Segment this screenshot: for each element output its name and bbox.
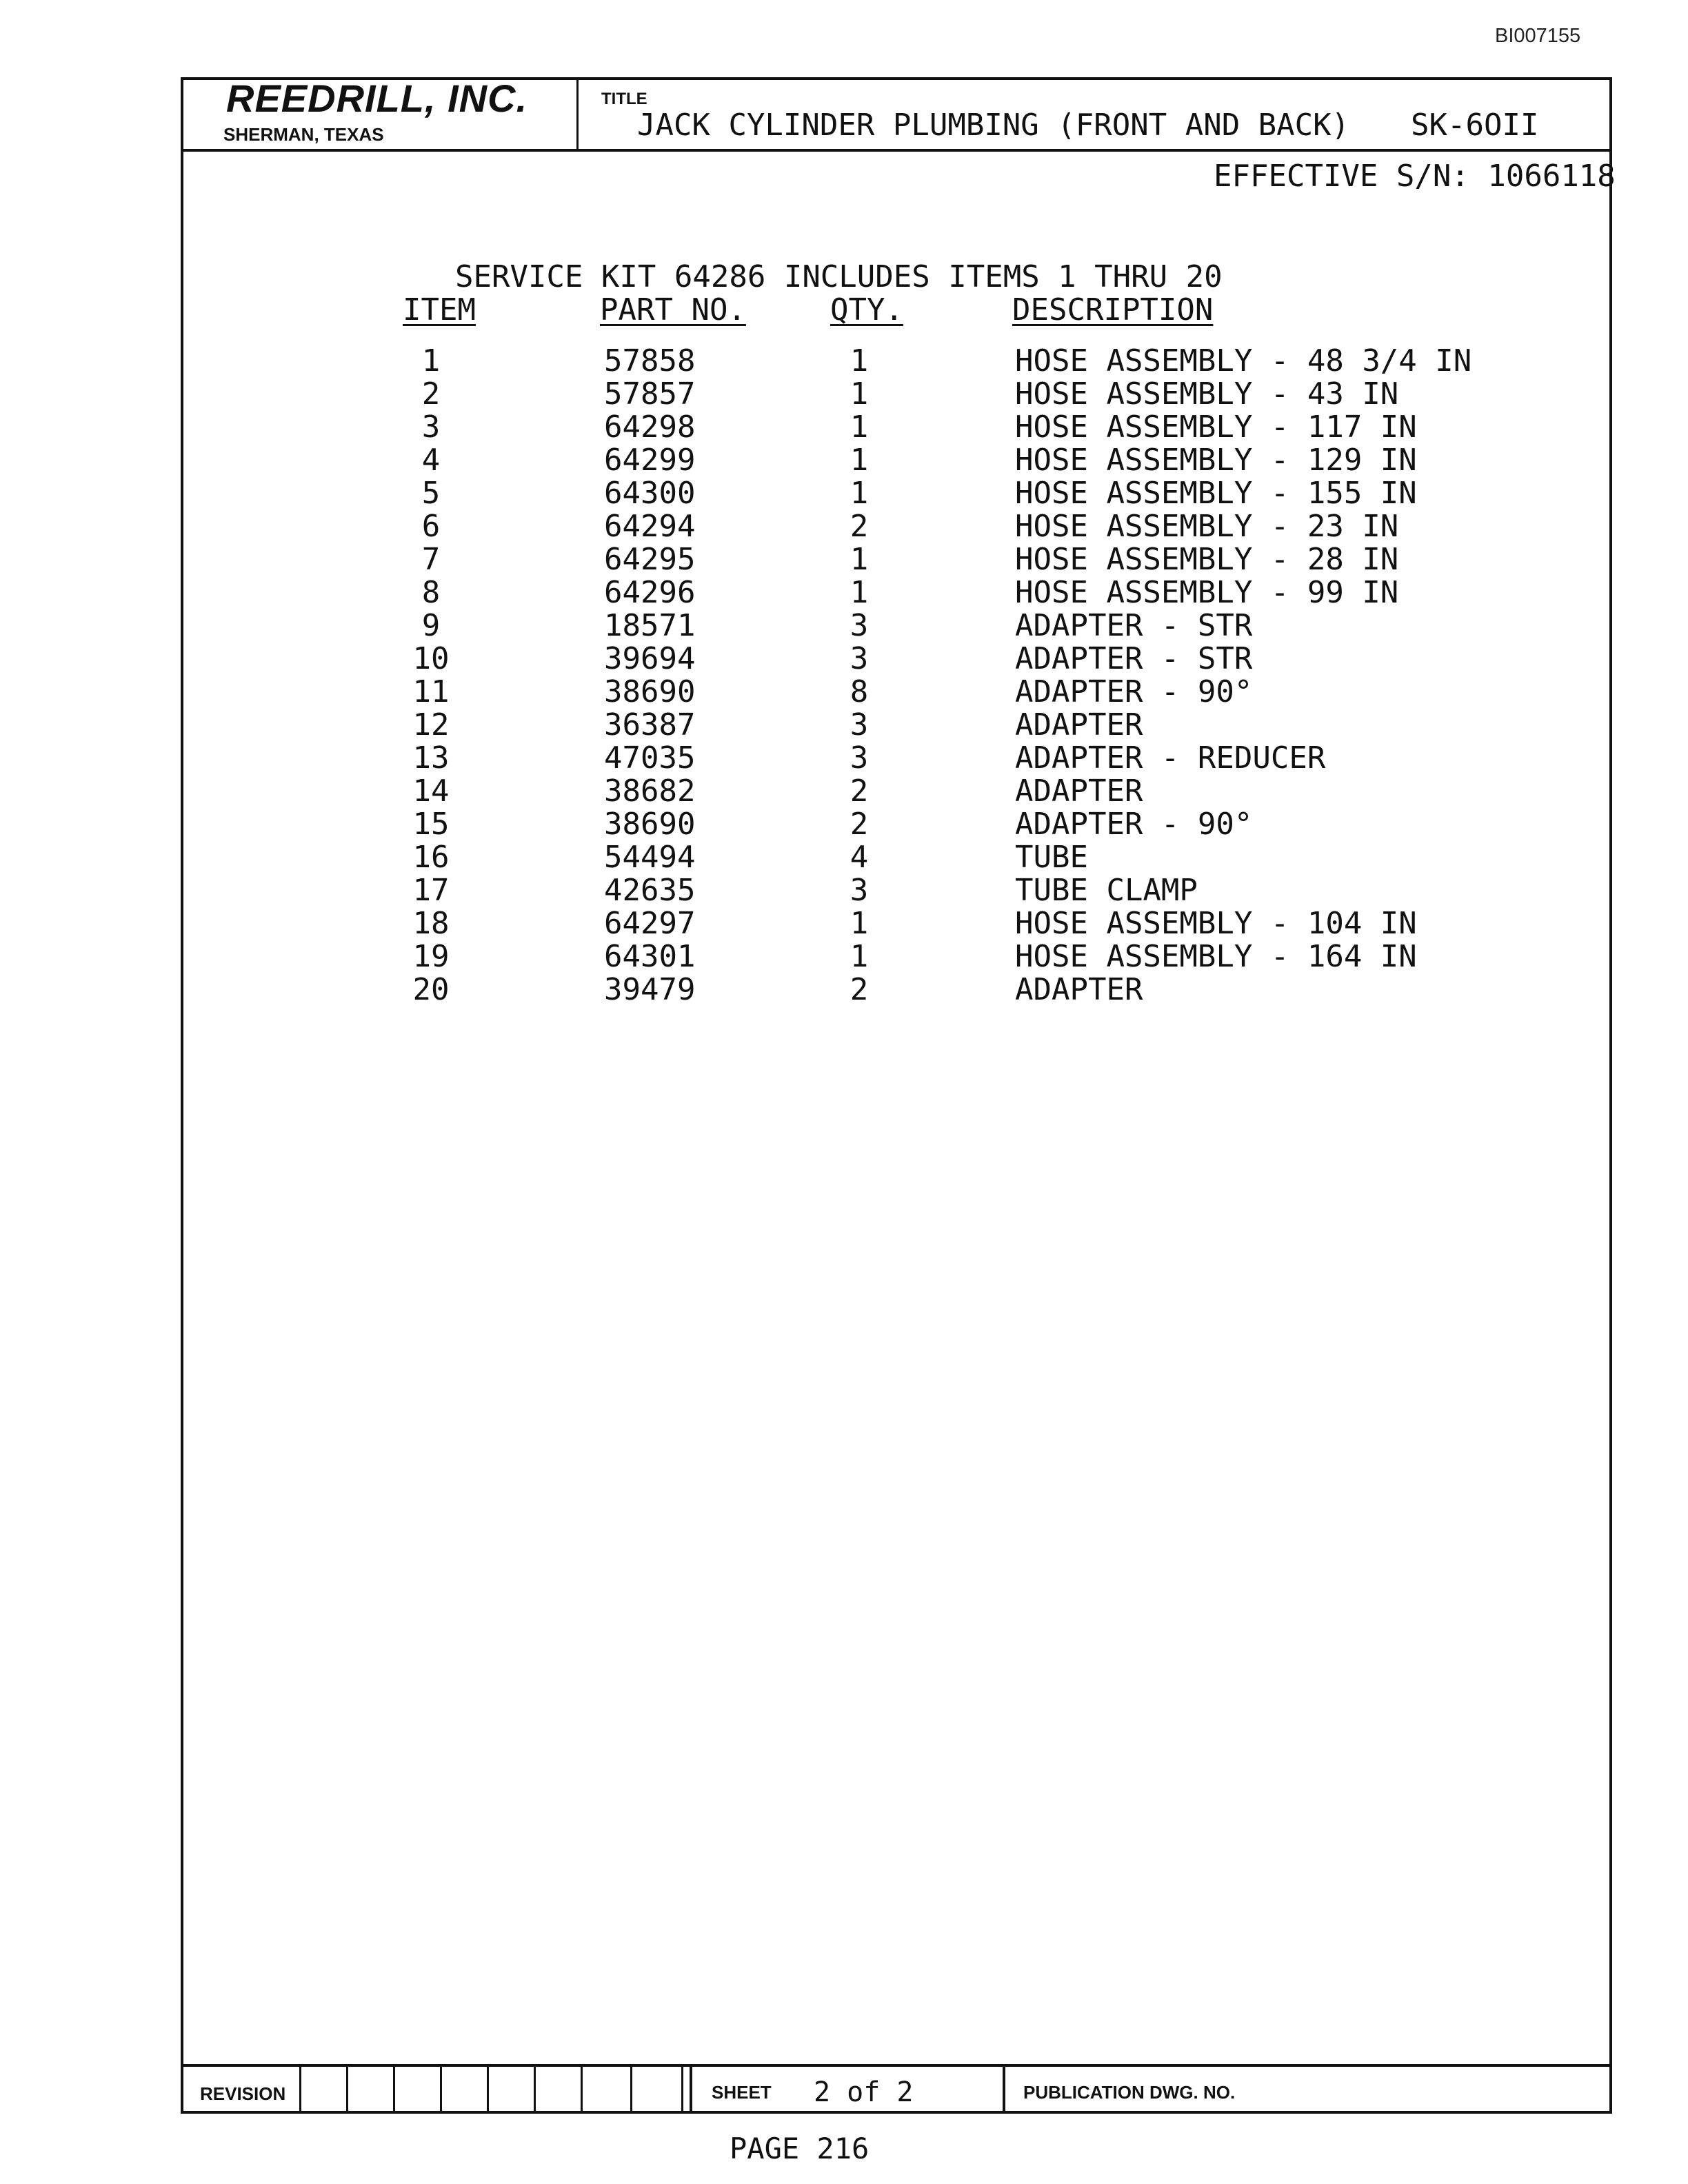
description: HOSE ASSEMBLY - 117 IN (1015, 410, 1417, 445)
document-id: BI007155 (1495, 25, 1581, 47)
description: ADAPTER - STR (1015, 641, 1253, 676)
quantity: 4 (850, 840, 869, 875)
header-rule (181, 149, 1612, 152)
quantity: 2 (850, 972, 869, 1007)
revision-cell-divider (487, 2067, 489, 2114)
part-number: 38682 (604, 774, 696, 809)
part-number: 47035 (604, 740, 696, 776)
quantity: 3 (850, 707, 869, 742)
document-title: JACK CYLINDER PLUMBING (FRONT AND BACK) (637, 108, 1350, 143)
quantity: 1 (850, 443, 869, 478)
quantity: 2 (850, 774, 869, 809)
item-number: 13 (412, 740, 450, 776)
part-number: 54494 (604, 840, 696, 875)
quantity: 8 (850, 674, 869, 709)
description: HOSE ASSEMBLY - 43 IN (1015, 376, 1399, 412)
column-header-description: DESCRIPTION (1012, 292, 1214, 327)
column-header-item: ITEM (403, 292, 476, 327)
quantity: 2 (850, 509, 869, 544)
item-number: 8 (421, 575, 441, 610)
description: ADAPTER - REDUCER (1015, 740, 1326, 776)
description: ADAPTER (1015, 972, 1143, 1007)
item-number: 6 (421, 509, 441, 544)
quantity: 1 (850, 343, 869, 378)
quantity: 1 (850, 542, 869, 577)
description: HOSE ASSEMBLY - 164 IN (1015, 939, 1417, 974)
part-number: 36387 (604, 707, 696, 742)
publication-dwg-label: PUBLICATION DWG. NO. (1023, 2082, 1236, 2103)
item-number: 11 (412, 674, 450, 709)
part-number: 64295 (604, 542, 696, 577)
company-location: SHERMAN, TEXAS (223, 124, 384, 145)
item-number: 1 (421, 343, 441, 378)
part-number: 39694 (604, 641, 696, 676)
part-number: 64294 (604, 509, 696, 544)
revision-cell-divider (581, 2067, 583, 2114)
description: ADAPTER - 90° (1015, 674, 1253, 709)
item-number: 7 (421, 542, 441, 577)
quantity: 3 (850, 873, 869, 908)
part-number: 38690 (604, 807, 696, 842)
sheet-label: SHEET (712, 2082, 772, 2103)
sheet-divider (690, 2067, 692, 2114)
part-number: 64297 (604, 906, 696, 941)
company-name: REEDRILL, INC. (226, 77, 528, 120)
quantity: 1 (850, 376, 869, 412)
part-number: 42635 (604, 873, 696, 908)
part-number: 64299 (604, 443, 696, 478)
quantity: 1 (850, 906, 869, 941)
page-number: PAGE 216 (730, 2132, 870, 2165)
item-number: 2 (421, 376, 441, 412)
revision-cell-divider (534, 2067, 536, 2114)
revision-divider (299, 2067, 301, 2114)
description: ADAPTER (1015, 774, 1143, 809)
quantity: 1 (850, 575, 869, 610)
part-number: 64298 (604, 410, 696, 445)
item-number: 4 (421, 443, 441, 478)
effective-serial-number: EFFECTIVE S/N: 1066118 (1214, 159, 1616, 194)
part-number: 57857 (604, 376, 696, 412)
revision-cell-divider (393, 2067, 395, 2114)
description: HOSE ASSEMBLY - 104 IN (1015, 906, 1417, 941)
item-number: 3 (421, 410, 441, 445)
description: ADAPTER - STR (1015, 608, 1253, 643)
part-number: 38690 (604, 674, 696, 709)
revision-cell-divider (346, 2067, 348, 2114)
quantity: 3 (850, 641, 869, 676)
item-number: 17 (412, 873, 450, 908)
quantity: 1 (850, 476, 869, 511)
revision-cell-divider (630, 2067, 632, 2114)
part-number: 64300 (604, 476, 696, 511)
quantity: 1 (850, 939, 869, 974)
description: HOSE ASSEMBLY - 129 IN (1015, 443, 1417, 478)
part-number: 18571 (604, 608, 696, 643)
title-block-footer (181, 2064, 1612, 2114)
part-number: 64301 (604, 939, 696, 974)
quantity: 3 (850, 608, 869, 643)
quantity: 3 (850, 740, 869, 776)
revision-label: REVISION (200, 2083, 286, 2104)
quantity: 2 (850, 807, 869, 842)
description: HOSE ASSEMBLY - 48 3/4 IN (1015, 343, 1472, 378)
item-number: 16 (412, 840, 450, 875)
part-number: 57858 (604, 343, 696, 378)
title-caption: TITLE (601, 90, 647, 108)
description: HOSE ASSEMBLY - 99 IN (1015, 575, 1399, 610)
column-header-qty: QTY. (830, 292, 903, 327)
item-number: 18 (412, 906, 450, 941)
item-number: 9 (421, 608, 441, 643)
description: HOSE ASSEMBLY - 28 IN (1015, 542, 1399, 577)
quantity: 1 (850, 410, 869, 445)
column-header-part-no: PART NO. (600, 292, 746, 327)
item-number: 20 (412, 972, 450, 1007)
description: HOSE ASSEMBLY - 155 IN (1015, 476, 1417, 511)
item-number: 15 (412, 807, 450, 842)
sheet-value: 2 of 2 (814, 2076, 914, 2108)
item-number: 5 (421, 476, 441, 511)
item-number: 19 (412, 939, 450, 974)
header-divider (576, 77, 579, 150)
item-number: 14 (412, 774, 450, 809)
description: TUBE CLAMP (1015, 873, 1198, 908)
revision-cell-divider (440, 2067, 442, 2114)
part-number: 39479 (604, 972, 696, 1007)
description: ADAPTER (1015, 707, 1143, 742)
revision-cell-divider (681, 2067, 683, 2114)
drawing-number: SK-6OII (1411, 108, 1539, 143)
description: TUBE (1015, 840, 1088, 875)
item-number: 12 (412, 707, 450, 742)
description: ADAPTER - 90° (1015, 807, 1253, 842)
item-number: 10 (412, 641, 450, 676)
publication-divider (1003, 2067, 1005, 2114)
part-number: 64296 (604, 575, 696, 610)
description: HOSE ASSEMBLY - 23 IN (1015, 509, 1399, 544)
service-kit-line: SERVICE KIT 64286 INCLUDES ITEMS 1 THRU 20 (455, 259, 1223, 294)
